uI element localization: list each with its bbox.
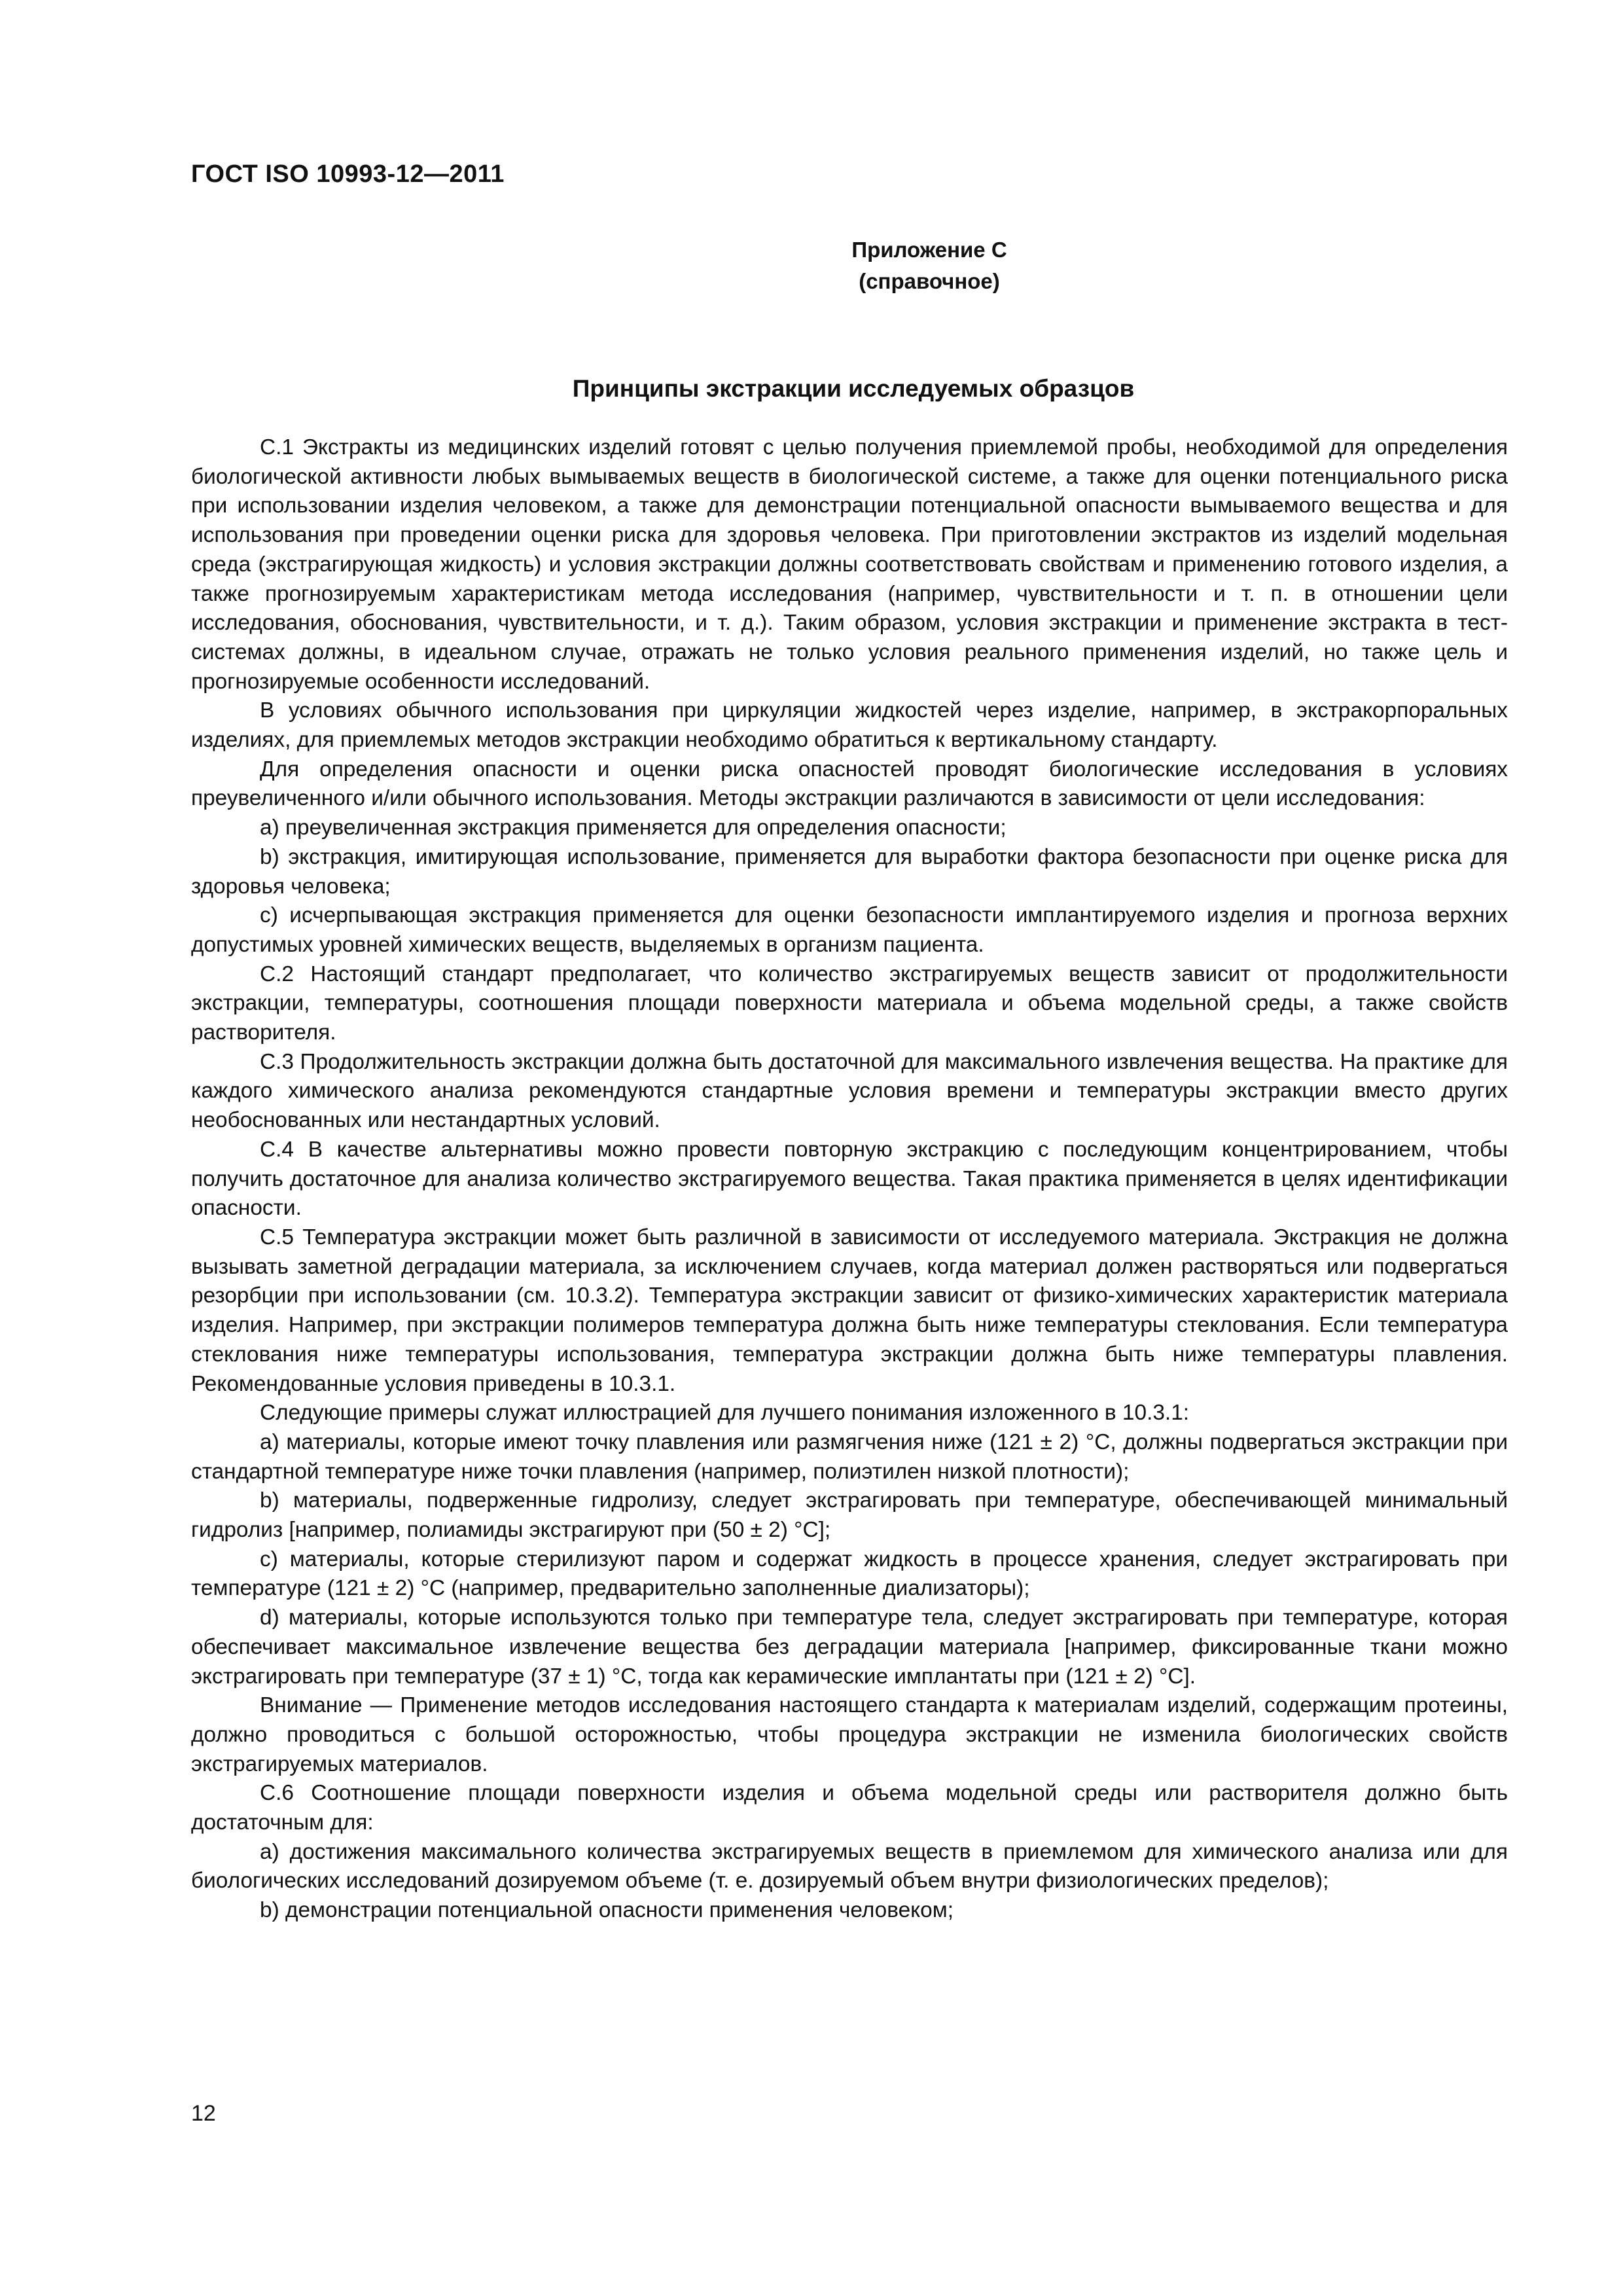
paragraph-c3: С.3 Продолжительность экстракции должна быть достаточной для максимального извлечения вещества. На практике для каждого химического анализа рекомендуются стандартные условия времени и температуры экстракции вместо других необоснованных или нестандартных условий. <box>191 1049 1508 1133</box>
body-text <box>191 433 1508 1926</box>
paragraph-c6: С.6 Соотношение площади поверхности изделия и объема модельной среды или растворителя должно быть достаточным для: <box>191 1781 1508 1835</box>
list-item: a) достижения максимального количества экстрагируемых веществ в приемлемом для химического анализа или для биологических исследований дозируемом объеме (т. е. дозируемый объем внутри физиологических пределов); <box>191 1839 1508 1893</box>
paragraph: Для определения опасности и оценки риска опасностей проводят биологические исследования в условиях преувеличенного и/или обычного использования. Методы экстракции различаются в зависимости от цели исследования: <box>191 757 1508 811</box>
list-item: b) демонстрации потенциальной опасности применения человеком; <box>260 1898 954 1923</box>
list-item: c) исчерпывающая экстракция применяется для оценки безопасности имплантируемого изделия и прогноза верхних допустимых уровней химических веществ, выделяемых в организм пациента. <box>191 903 1508 957</box>
standard-code: ГОСТ ISO 10993-12—2011 <box>191 160 505 188</box>
list-item: a) преувеличенная экстракция применяется для определения опасности; <box>260 816 1007 840</box>
list-item: c) материалы, которые стерилизуют паром и содержат жидкость в процессе хранения, следует экстрагировать при температуре (121 ± 2) °С (например, предварительно заполненные диализаторы); <box>191 1547 1508 1601</box>
list-item: d) материалы, которые используются только при температуре тела, следует экстрагировать при температуре, которая обеспечивает максимальное извлечение вещества без деградации материала [например, фиксированные ткани можно экстрагировать при температуре (37 ± 1) °С, тогда как керамические имплантаты при (121 ± 2) °С]. <box>191 1605 1508 1689</box>
list-item: a) материалы, которые имеют точку плавления или размягчения ниже (121 ± 2) °С, должны подвергаться экстракции при стандартной температуре ниже точки плавления (например, полиэтилен низкой плотности); <box>191 1429 1508 1484</box>
paragraph-c4: С.4 В качестве альтернативы можно провести повторную экстракцию с последующим концентрированием, чтобы получить достаточное для анализа количество экстрагируемого вещества. Такая практика применяется в целях идентификации опасности. <box>191 1137 1508 1221</box>
warning-note: Внимание — Применение методов исследования настоящего стандарта к материалам изделий, содержащим протеины, должно проводиться с большой осторожностью, чтобы процедура экстракции не изменила биологических свойств экстрагируемых материалов. <box>191 1693 1508 1776</box>
paragraph-c5: С.5 Температура экстракции может быть различной в зависимости от исследуемого материала. Экстракция не должна вызывать заметной деградации материала, за исключением случаев, когда материал должен растворяться или подвергаться резорбции при использовании (см. 10.3.2). Температура экстракции зависит от физико-химических характеристик материала изделия. Например, при экстракции полимеров температура должна быть ниже температуры стеклования. Если температура стеклования ниже температуры использования, температура экстракции должна быть ниже температуры плавления. Рекомендованные условия приведены в 10.3.1. <box>191 1225 1508 1396</box>
page-number: 12 <box>191 2101 216 2126</box>
paragraph-c2: С.2 Настоящий стандарт предполагает, что количество экстрагируемых веществ зависит от продолжительности экстракции, температуры, соотношения площади поверхности материала и объема модельной среды, а также свойств растворителя. <box>191 961 1508 1045</box>
paragraph: В условиях обычного использования при циркуляции жидкостей через изделие, например, в экстракорпоральных изделиях, для приемлемых методов экстракции необходимо обратиться к вертикальному стандарту. <box>191 698 1508 753</box>
list-item: b) экстракция, имитирующая использование, применяется для выработки фактора безопасности при оценке риска для здоровья человека; <box>191 844 1508 899</box>
annex-heading <box>746 234 1113 297</box>
section-title: Принципы экстракции исследуемых образцов <box>572 375 1135 402</box>
paragraph-c1: С.1 Экстракты из медицинских изделий готовят с целью получения приемлемой пробы, необходимой для определения биологической активности любых вымываемых веществ в биологической системе, а также для оценки потенциального риска при использовании изделия человеком, а также для демонстрации потенциальной опасности вымываемого вещества и для использования при проведении оценки риска для здоровья человека. При приготовлении экстрактов из изделий модельная среда (экстрагирующая жидкость) и условия экстракции должны соответствовать свойствам и применению готового изделия, а также прогнозируемым характеристикам метода исследования (например, чувствительности и т. п. в отношении цели исследования, обоснования, чувствительности, и т. д.). Таким образом, условия экстракции и применение экстракта в тест-системах должны, в идеальном случае, отражать не только условия реального применения изделий, но также цель и прогнозируемые особенности исследований. <box>191 435 1508 694</box>
annex-title: Приложение С <box>851 238 1007 262</box>
paragraph: Следующие примеры служат иллюстрацией для лучшего понимания изложенного в 10.3.1: <box>260 1401 1190 1426</box>
list-item: b) материалы, подверженные гидролизу, следует экстрагировать при температуре, обеспечивающей минимальный гидролиз [например, полиамиды экстрагируют при (50 ± 2) °С]; <box>191 1488 1508 1543</box>
annex-status: (справочное) <box>859 269 1000 293</box>
